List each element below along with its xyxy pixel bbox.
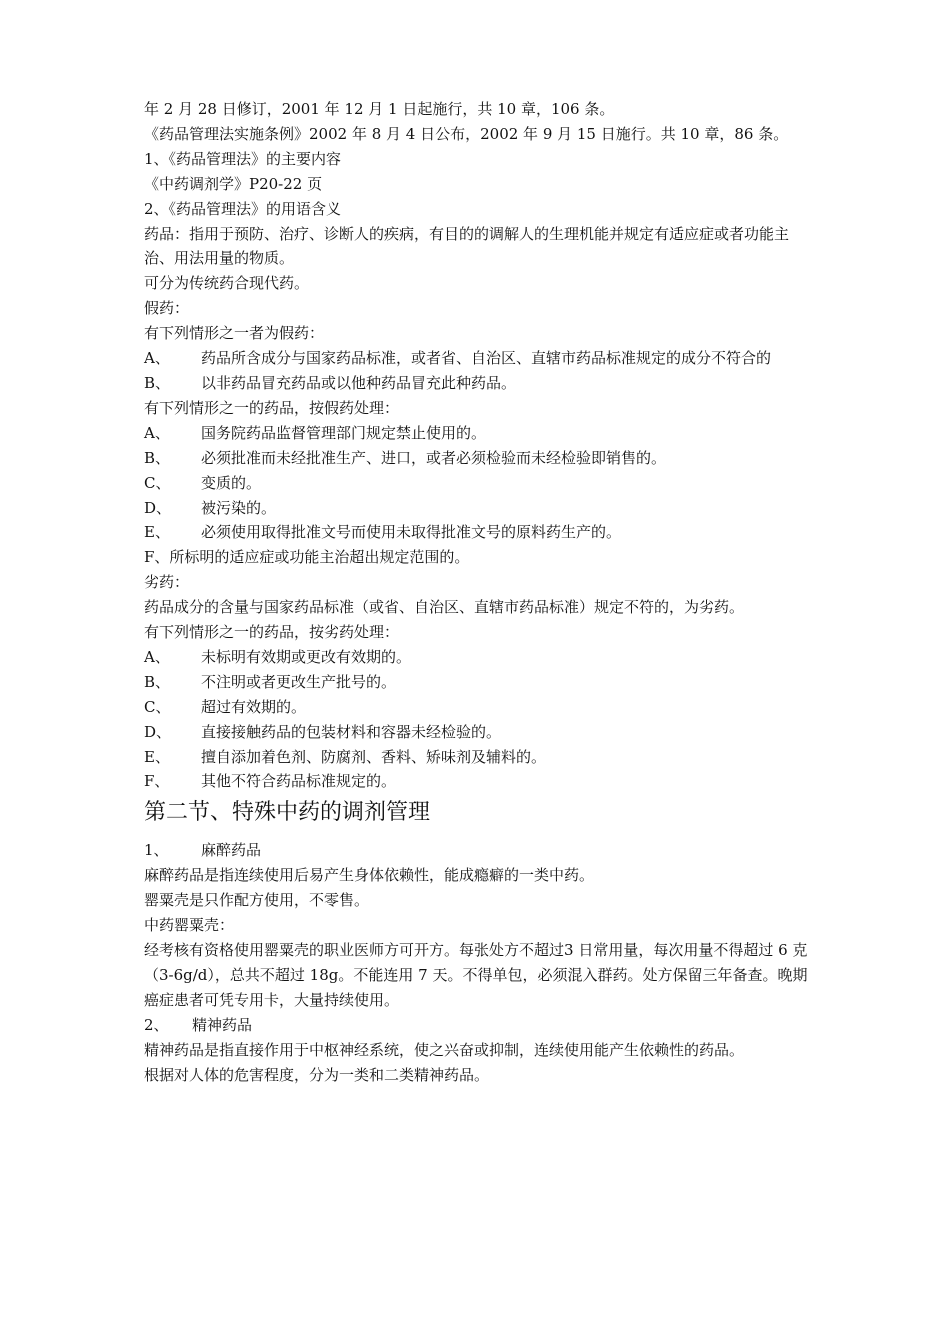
paragraph: 有下列情形之一者为假药：	[144, 324, 325, 343]
document-body	[144, 97, 814, 1087]
list-item	[144, 371, 814, 396]
paragraph: 根据对人体的危害程度，分为一类和二类精神药品。	[144, 1065, 490, 1084]
list-marker: 2、	[144, 1015, 169, 1034]
list-text: 变质的。	[201, 473, 262, 492]
list-marker: C、	[144, 473, 171, 492]
list-marker: B、	[144, 373, 171, 392]
list-marker: A、	[144, 349, 170, 368]
list-marker: A、	[144, 423, 170, 442]
list-item	[144, 769, 814, 794]
paragraph: 精神药品是指直接作用于中枢神经系统，使之兴奋或抑制，连续使用能产生依赖性的药品。	[144, 1040, 745, 1059]
paragraph: 年 2 月 28 日修订，2001 年 12 月 1 日起施行，共 10 章，106 条。	[144, 100, 615, 118]
list-item	[144, 670, 814, 695]
list-text: 麻醉药品	[201, 841, 262, 860]
paragraph: 麻醉药品是指连续使用后易产生身体依赖性，能成瘾癖的一类中药。	[144, 866, 595, 885]
list-item	[144, 720, 814, 745]
list-item	[144, 695, 814, 720]
paragraph: 2、《药品管理法》的用语含义	[144, 199, 342, 218]
list-text: 精神药品	[192, 1015, 253, 1034]
list-text: 被污染的。	[201, 498, 277, 517]
paragraph: 1、《药品管理法》的主要内容	[144, 149, 342, 168]
list-item	[144, 520, 814, 545]
list-item	[144, 471, 814, 496]
list-text: 不注明或者更改生产批号的。	[201, 672, 397, 691]
paragraph: 药品成分的含量与国家药品标准（或省、自治区、直辖市药品标准）规定不符的，为劣药。	[144, 598, 745, 617]
list-marker: A、	[144, 647, 170, 666]
list-text: 未标明有效期或更改有效期的。	[201, 647, 412, 666]
list-marker: D、	[144, 498, 172, 517]
list-text: 擅自添加着色剂、防腐剂、香料、矫味剂及辅料的。	[201, 747, 547, 766]
paragraph: 经考核有资格使用罂粟壳的职业医师方可开方。每张处方不超过3 日常用量，每次用量不得超过 6 克（3-6g/d），总共不超过 18g。不能连用 7 天。不得单包，必须混入群药。处方保留三年备查。晚期癌症患者可凭专用卡，大量持续使用。	[144, 941, 808, 1009]
list-marker: B、	[144, 448, 171, 467]
list-text: 直接接触药品的包装材料和容器未经检验的。	[201, 722, 502, 741]
list-item	[144, 446, 814, 471]
list-item	[144, 745, 814, 770]
list-marker: E、	[144, 523, 170, 542]
list-item	[144, 1013, 814, 1038]
list-marker: F、	[144, 772, 170, 791]
paragraph: 劣药：	[144, 573, 190, 592]
list-marker: 1、	[144, 841, 169, 860]
paragraph: 有下列情形之一的药品，按假药处理：	[144, 398, 400, 417]
list-marker: D、	[144, 722, 172, 741]
paragraph: 可分为传统药合现代药。	[144, 274, 310, 293]
list-marker: B、	[144, 672, 171, 691]
paragraph: 假药：	[144, 299, 190, 318]
list-text: 国务院药品监督管理部门规定禁止使用的。	[201, 423, 487, 442]
list-item	[144, 421, 814, 446]
list-text: 药品所含成分与国家药品标准，或者省、自治区、直辖市药品标准规定的成分不符合的	[201, 349, 772, 368]
paragraph: 罂粟壳是只作配方使用，不零售。	[144, 891, 370, 910]
paragraph: 《药品管理法实施条例》2002 年 8 月 4 日公布，2002 年 9 月 15 日施行。共 10 章，86 条。	[144, 124, 789, 143]
paragraph: 《中药调剂学》P20-22 页	[144, 174, 323, 193]
paragraph: 中药罂粟壳：	[144, 916, 235, 935]
list-text: 必须批准而未经批准生产、进口，或者必须检验而未经检验即销售的。	[201, 448, 667, 467]
paragraph: 药品：指用于预防、治疗、诊断人的疾病，有目的的调解人的生理机能并规定有适应症或者功能主治、用法用量的物质。	[144, 224, 790, 268]
list-text: 以非药品冒充药品或以他种药品冒充此种药品。	[201, 373, 517, 392]
paragraph: 有下列情形之一的药品，按劣药处理：	[144, 623, 400, 642]
list-item	[144, 346, 814, 371]
list-marker: E、	[144, 747, 170, 766]
list-text: 其他不符合药品标准规定的。	[201, 772, 397, 791]
paragraph: F、所标明的适应症或功能主治超出规定范围的。	[144, 548, 470, 567]
list-text: 超过有效期的。	[201, 697, 307, 716]
list-item	[144, 645, 814, 670]
list-marker: C、	[144, 697, 171, 716]
section-heading: 第二节、特殊中药的调剂管理	[144, 800, 431, 826]
list-item	[144, 496, 814, 521]
list-text: 必须使用取得批准文号而使用未取得批准文号的原料药生产的。	[201, 523, 622, 542]
list-item	[144, 838, 814, 863]
